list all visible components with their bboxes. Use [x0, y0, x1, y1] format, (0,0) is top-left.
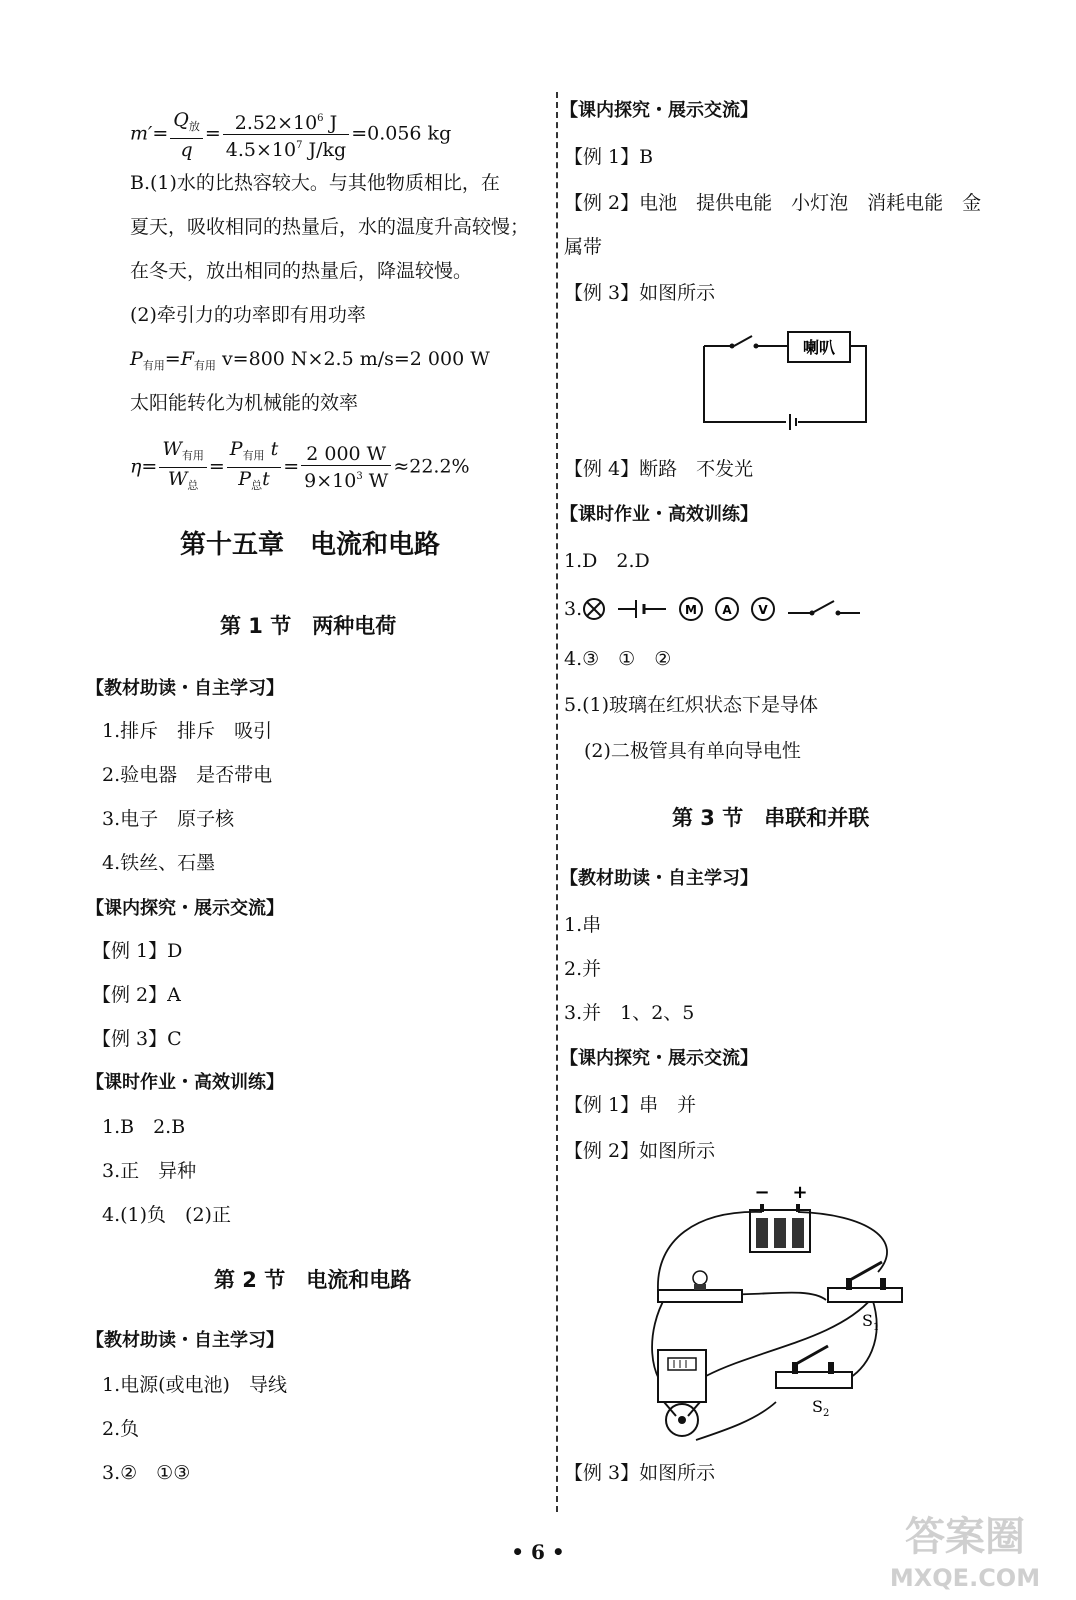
speaker-circuit-diagram [698, 330, 1008, 430]
example-answer: 【例 3】如图所示 [564, 282, 716, 304]
battery-symbol-icon [616, 597, 668, 621]
circuit-symbols-answer: 3. M A V [564, 596, 872, 622]
subsection-heading: 【课内探究・展示交流】 [560, 100, 758, 121]
chapter-title: 第十五章 电流和电路 [180, 530, 441, 560]
answer-line: 3.电子 原子核 [102, 808, 235, 830]
answer-line: 1.排斥 排斥 吸引 [102, 720, 273, 742]
answer-line: 太阳能转化为机械能的效率 [130, 392, 359, 414]
fraction-heat-values: $\frac{2.52\times 10^6 J}{4.5\times 10^7 J/kg}$ [223, 108, 349, 161]
lamp-holder [658, 1271, 742, 1302]
answer-line: 3.并 1、2、5 [564, 1002, 695, 1024]
switch-s2 [776, 1346, 852, 1388]
answer-line: B.(1)水的比热容较大。与其他物质相比，在 [130, 172, 500, 194]
negative-terminal-label: − [754, 1182, 770, 1203]
ammeter-symbol-icon [714, 596, 740, 622]
answer-line: 2.验电器 是否带电 [102, 764, 273, 786]
example-answer: 【例 1】D [92, 940, 183, 962]
column-divider [556, 92, 558, 1512]
answer-line: 4.③ ① ② [564, 648, 672, 670]
watermark-logo [870, 1500, 1060, 1595]
equation-efficiency: η= $\frac{W_{有用}}{W_总}$ = $\frac{P_{有用} t}{P_总t}$ = $\frac{2 000 W}{9\times 10^3 W}$ ≈22.2% [130, 438, 470, 497]
answer-line: 1.D 2.D [564, 550, 650, 572]
answer-line: (2)二极管具有单向导电性 [584, 740, 801, 762]
section-title: 第 3 节 串联和并联 [672, 806, 870, 830]
subsection-heading: 【教材助读・自主学习】 [86, 1330, 284, 1351]
answer-line: 2.负 [102, 1418, 140, 1440]
svg-text:答案圈: 答案圈 [905, 1514, 1025, 1560]
subsection-heading: 【教材助读・自主学习】 [560, 868, 758, 889]
parallel-circuit-diagram [636, 1180, 936, 1460]
answer-line: (2)牵引力的功率即有用功率 [130, 304, 366, 326]
answer-line: 4.(1)负 (2)正 [102, 1204, 231, 1226]
answer-line: 在冬天，放出相同的热量后，降温较慢。 [130, 260, 473, 282]
switch-s2-label: $S_2$ [812, 1397, 830, 1419]
answer-line: 5.(1)玻璃在红炽状态下是导体 [564, 694, 819, 716]
fraction-work: $\frac{W_{有用}}{W_总}$ [159, 438, 207, 497]
answer-line: 3.② ①③ [102, 1462, 191, 1484]
subsection-heading: 【教材助读・自主学习】 [86, 678, 284, 699]
answer-line: 3.正 异种 [102, 1160, 197, 1182]
answer-line: 1.B 2.B [102, 1116, 186, 1138]
example-answer: 【例 3】C [92, 1028, 182, 1050]
answer-line: 1.串 [564, 914, 602, 936]
example-answer: 【例 1】串 并 [564, 1094, 697, 1116]
switch-s1-label: $S_1$ [862, 1311, 880, 1333]
switch-symbol-icon [786, 597, 862, 621]
example-answer: 【例 2】A [92, 984, 181, 1006]
positive-terminal-label: + [792, 1182, 808, 1203]
subsection-heading: 【课时作业・高效训练】 [560, 504, 758, 525]
svg-text:MXQE.COM: MXQE.COM [889, 1564, 1041, 1592]
example-answer: 【例 3】如图所示 [564, 1462, 716, 1484]
svg-text:M: M [685, 603, 698, 617]
voltmeter-symbol-icon [750, 596, 776, 622]
motor [658, 1350, 706, 1436]
svg-text:A: A [722, 603, 732, 617]
example-answer: 【例 2】如图所示 [564, 1140, 716, 1162]
subsection-heading: 【课内探究・展示交流】 [560, 1048, 758, 1069]
switch-s1 [828, 1262, 902, 1302]
section-title: 第 1 节 两种电荷 [220, 614, 397, 638]
subsection-heading: 【课时作业・高效训练】 [86, 1072, 284, 1093]
motor-symbol-icon [678, 596, 704, 622]
equation-power: $P_{有用}=F_{有用}$ v=800 N×2.5 m/s=2 000 W [130, 348, 490, 372]
fraction-q-over-q: $\frac{Q_放}{q}$ [170, 109, 203, 161]
example-answer: 【例 2】电池 提供电能 小灯泡 消耗电能 金 [564, 192, 982, 214]
example-answer: 【例 1】B [564, 146, 654, 168]
example-answer-continued: 属带 [564, 236, 603, 258]
fraction-watts: $\frac{2 000 W}{9\times 10^3 W}$ [301, 443, 391, 492]
subsection-heading: 【课内探究・展示交流】 [86, 898, 284, 919]
lamp-symbol-icon [582, 597, 606, 621]
equation-mass: m′= $\frac{Q_放}{q}$ = $\frac{2.52\times 10^6 J}{4.5\times 10^7 J/kg}$ =0.056 kg [130, 108, 452, 161]
answer-line: 1.电源(或电池) 导线 [102, 1374, 287, 1396]
example-answer: 【例 4】断路 不发光 [564, 458, 754, 480]
answer-line: 夏天，吸收相同的热量后，水的温度升高较慢； [130, 216, 530, 238]
page-number: • 6 • [511, 1540, 565, 1564]
svg-text:V: V [758, 603, 768, 617]
section-title: 第 2 节 电流和电路 [214, 1268, 412, 1292]
fraction-power-time: $\frac{P_{有用} t}{P_总t}$ [227, 438, 281, 497]
answer-line: 2.并 [564, 958, 602, 980]
answer-line: 4.铁丝、石墨 [102, 852, 216, 874]
speaker-label: 喇叭 [802, 338, 836, 357]
